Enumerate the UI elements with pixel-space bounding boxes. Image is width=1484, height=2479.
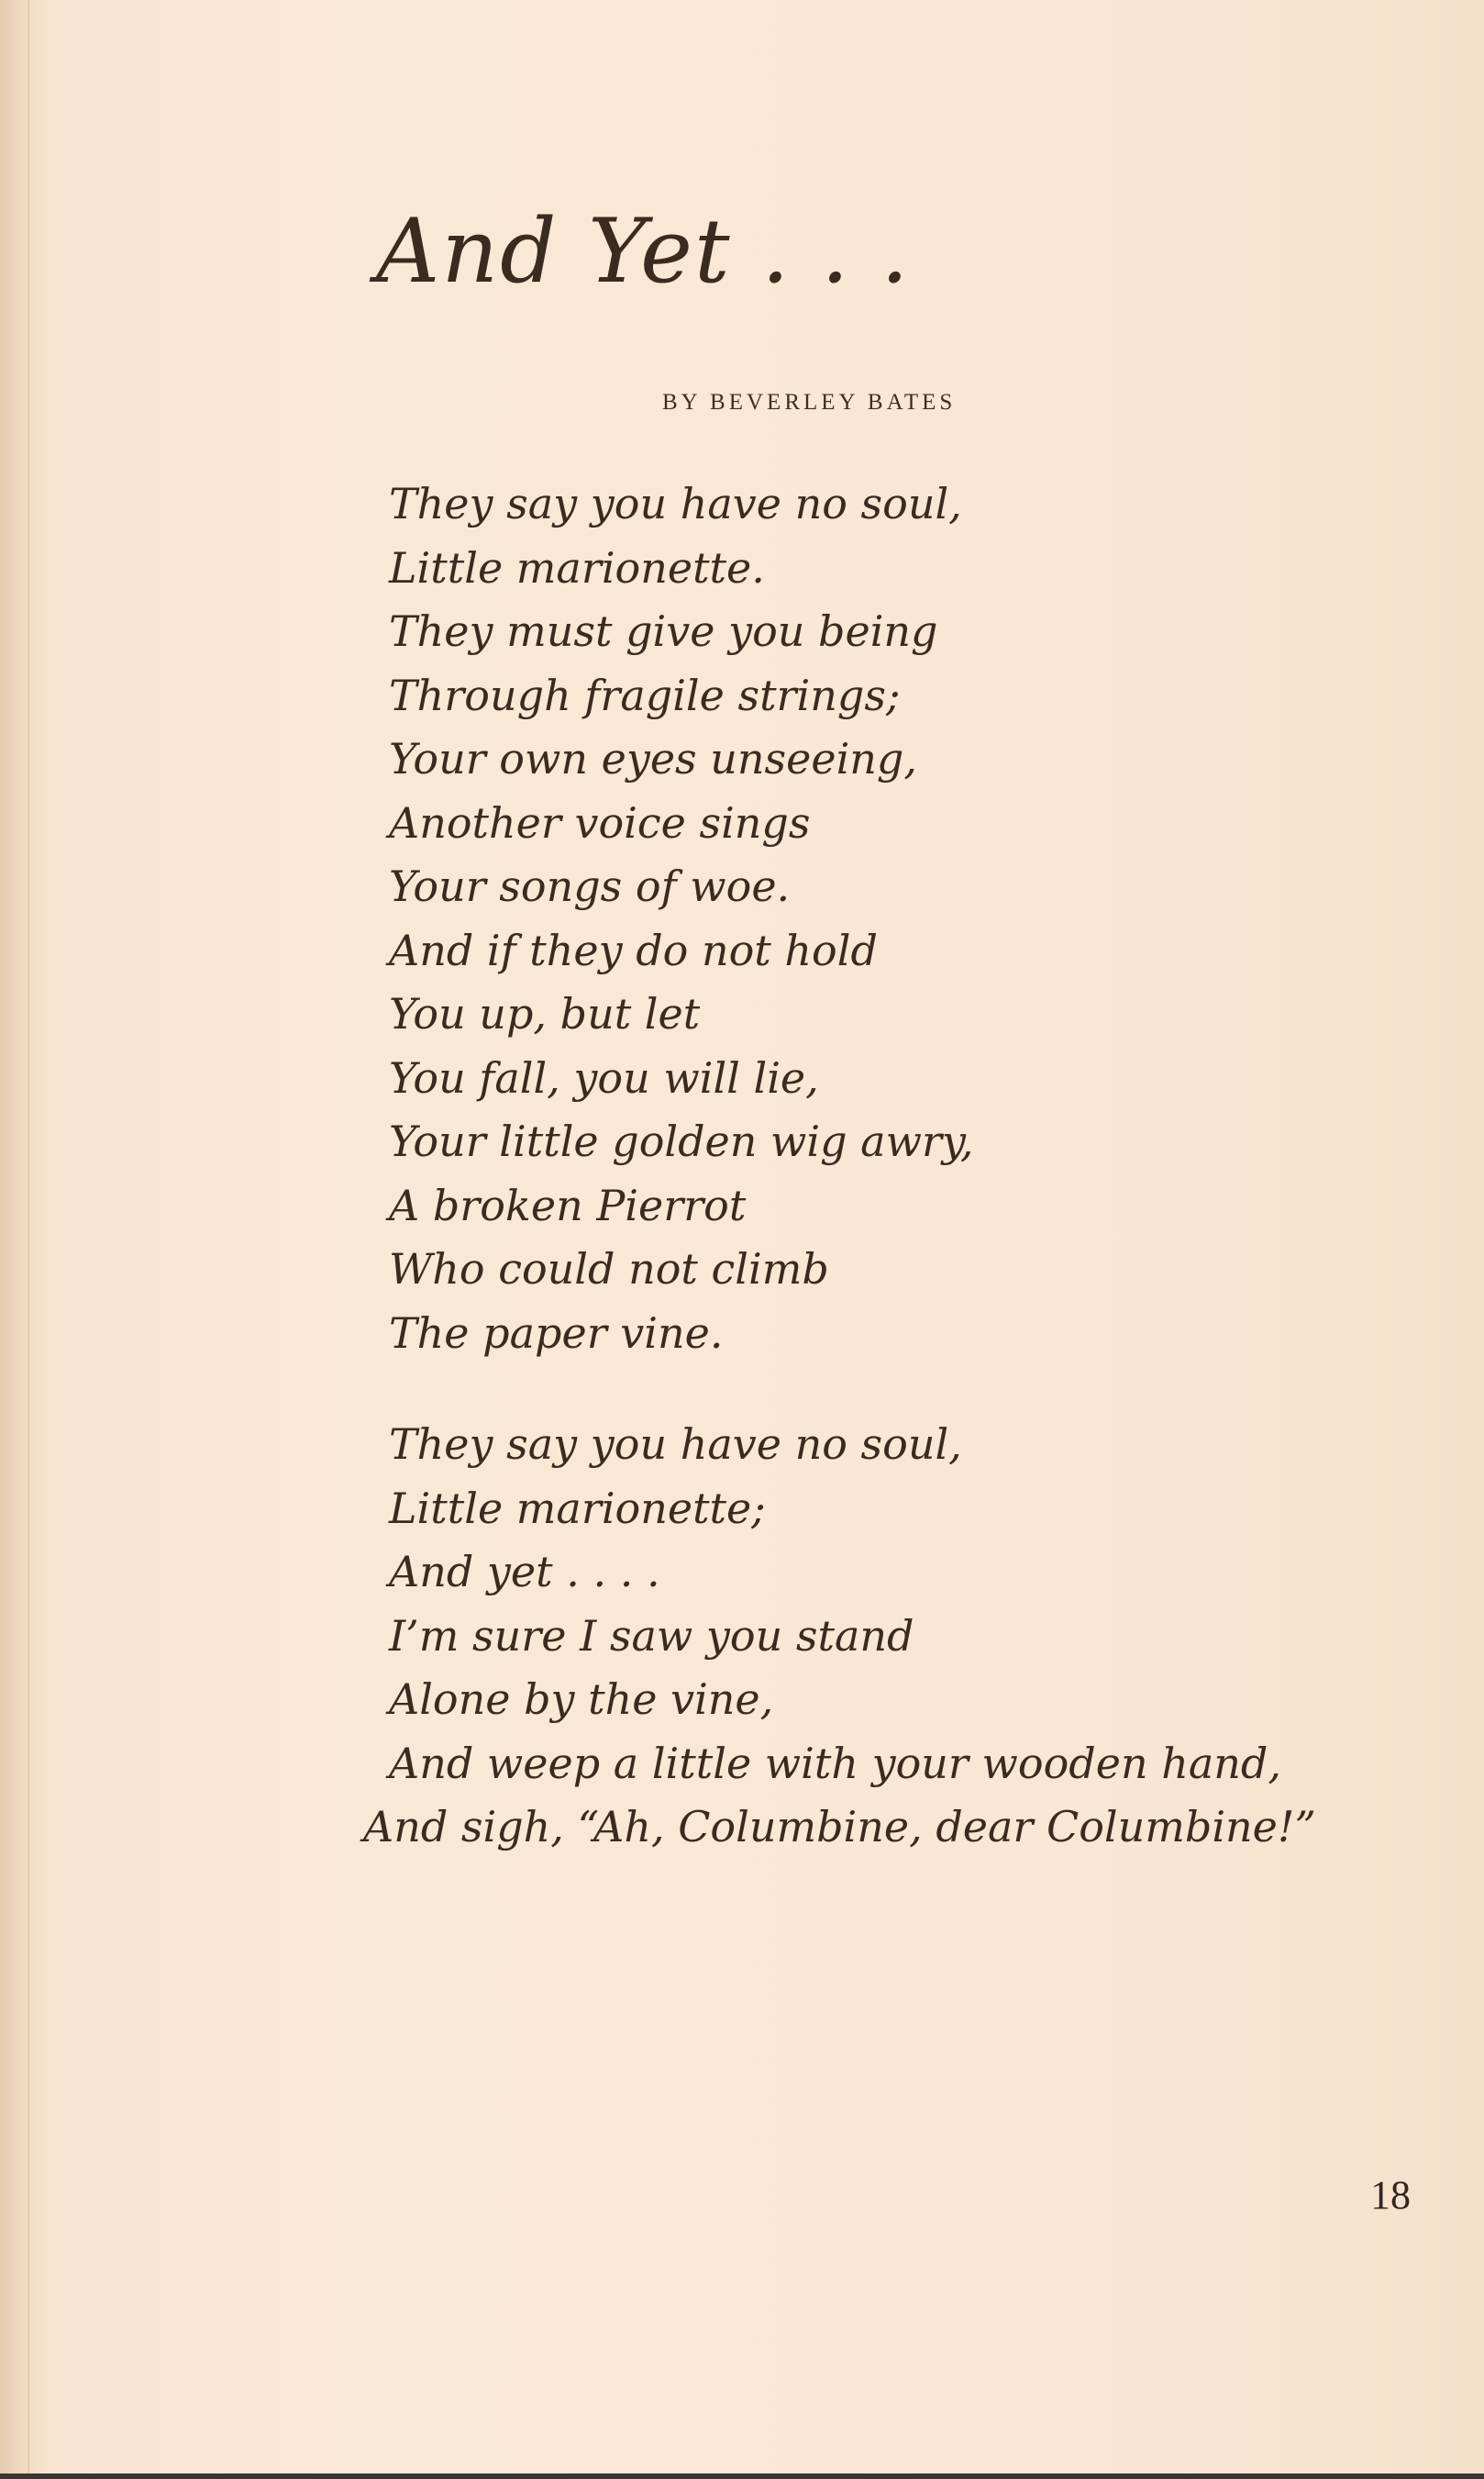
poem-line: I’m sure I saw you stand xyxy=(389,1610,914,1661)
poem-line: You up, but let xyxy=(389,989,701,1039)
poem-line: You fall, you will lie, xyxy=(389,1052,819,1103)
poem-title: And Yet . . . xyxy=(376,200,911,303)
poem-line: And sigh, “Ah, Columbine, dear Columbine!” xyxy=(363,1802,1316,1851)
poem-line: Your songs of woe. xyxy=(389,862,791,911)
poem-line: Who could not climb xyxy=(389,1244,829,1294)
poem-line: They say you have no soul, xyxy=(389,479,962,528)
page-number: 18 xyxy=(1370,2173,1411,2218)
poem-line: They must give you being xyxy=(389,606,938,656)
poem-line: And yet . . . . xyxy=(389,1547,660,1596)
poem-line: And if they do not hold xyxy=(389,925,878,975)
page-gutter xyxy=(28,0,29,2479)
poem-line: Through fragile strings; xyxy=(389,670,901,720)
poem-line: They say you have no soul, xyxy=(389,1419,962,1469)
stanza-2 xyxy=(363,1413,1316,1860)
poem-line: And weep a little with your wooden hand, xyxy=(389,1738,1281,1788)
poem-line: Your own eyes unseeing, xyxy=(389,734,917,784)
poem-line: Little marionette. xyxy=(389,542,765,593)
poem-line: A broken Pierrot xyxy=(389,1180,747,1230)
poem-line: The paper vine. xyxy=(389,1307,724,1358)
poem-line: Little marionette; xyxy=(389,1483,766,1533)
page-bottom-edge xyxy=(0,2473,1484,2479)
poem-byline: BY BEVERLEY BATES xyxy=(662,390,957,415)
stanza-1 xyxy=(389,472,973,1365)
poem-line: Alone by the vine, xyxy=(389,1674,774,1724)
poem-line: Your little golden wig awry, xyxy=(389,1117,974,1166)
poem-line: Another voice sings xyxy=(389,797,811,848)
